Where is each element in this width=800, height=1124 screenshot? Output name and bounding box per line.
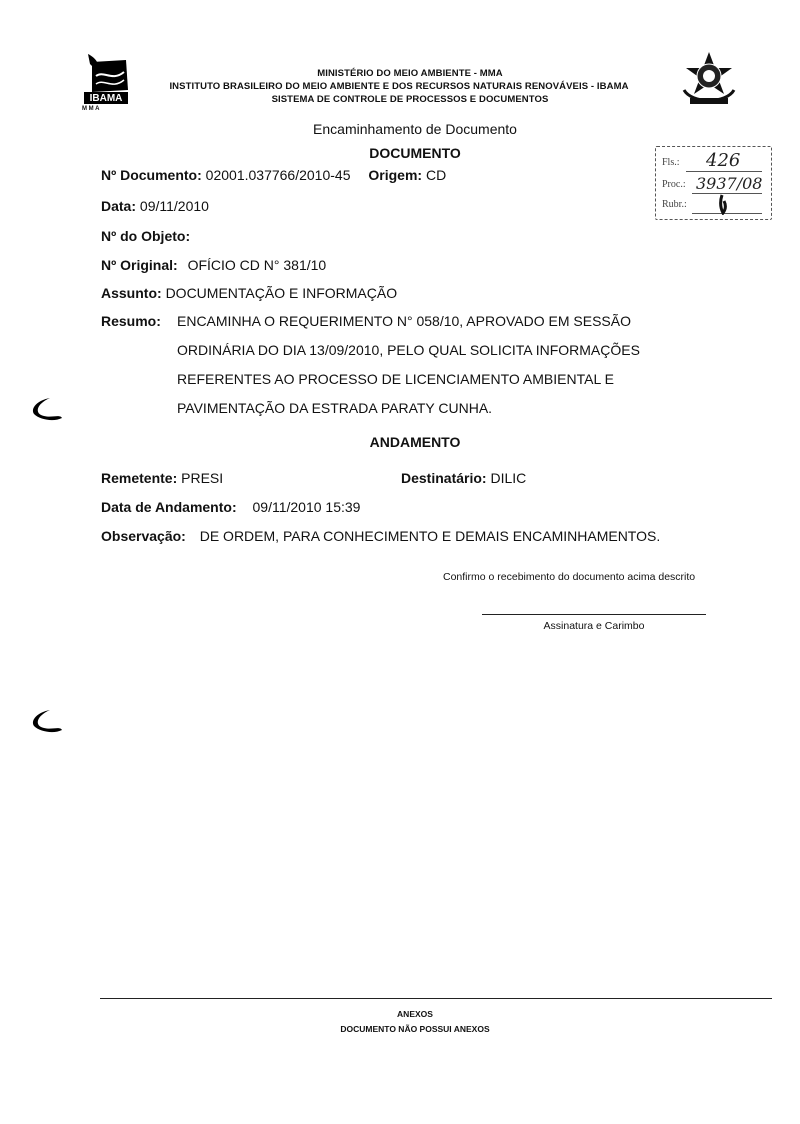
ibama-logo-subtext: M M A — [82, 106, 100, 112]
original-value: OFÍCIO CD N° 381/10 — [187, 257, 327, 273]
resumo-label-row — [101, 313, 161, 329]
observacao-value: DE ORDEM, PARA CONHECIMENTO E DEMAIS ENCAMINHAMENTOS. — [199, 528, 661, 544]
resumo-line: REFERENTES AO PROCESSO DE LICENCIAMENTO AMBIENTAL E — [177, 371, 614, 387]
resumo-line: ENCAMINHA O REQUERIMENTO N° 058/10, APROVADO EM SESSÃO — [177, 313, 631, 329]
header-instituto: INSTITUTO BRASILEIRO DO MEIO AMBIENTE E DOS RECURSOS NATURAIS RENOVÁVEIS - IBAMA — [169, 81, 629, 92]
destinatario-label: Destinatário: — [401, 470, 487, 486]
ibama-logo-text: IBAMA — [89, 93, 123, 104]
observacao-label: Observação: — [101, 528, 186, 544]
confirmacao-text: Confirmo o recebimento do documento acima descrito — [443, 571, 696, 583]
original-label: Nº Original: — [101, 257, 178, 273]
remetente-row — [101, 470, 223, 486]
stamp-rubrica-icon — [714, 193, 734, 215]
assunto-label: Assunto: — [101, 285, 162, 301]
stamp-proc-value: 3937/08 — [696, 174, 763, 193]
original-row — [101, 257, 326, 273]
stamp-fls-value: 426 — [706, 150, 741, 171]
origem-value: CD — [425, 167, 447, 183]
footer-divider — [100, 998, 772, 999]
header-ministerio: MINISTÉRIO DO MEIO AMBIENTE - MMA — [317, 68, 503, 79]
remetente-label: Remetente: — [101, 470, 178, 486]
data-andamento-label: Data de Andamento: — [101, 499, 237, 515]
destinatario-row — [401, 470, 526, 486]
data-row — [101, 198, 209, 214]
assinatura-label: Assinatura e Carimbo — [543, 620, 645, 632]
header-sistema: SISTEMA DE CONTROLE DE PROCESSOS E DOCUMENTOS — [271, 94, 549, 105]
objeto-row — [101, 228, 190, 244]
stamp-rubr-label: Rubr.: — [662, 199, 687, 210]
observacao-row — [101, 528, 660, 544]
data-value: 09/11/2010 — [139, 198, 209, 214]
anexos-text: DOCUMENTO NÃO POSSUI ANEXOS — [340, 1024, 490, 1034]
stamp-proc-label: Proc.: — [662, 179, 686, 190]
page-subtitle: Encaminhamento de Documento — [313, 121, 517, 137]
scan-mark-icon — [30, 708, 64, 734]
scan-mark-icon — [30, 396, 64, 422]
signature-line — [482, 614, 706, 615]
data-andamento-value: 09/11/2010 15:39 — [252, 499, 361, 515]
resumo-line: PAVIMENTAÇÃO DA ESTRADA PARATY CUNHA. — [177, 400, 493, 416]
data-label: Data: — [101, 198, 137, 214]
remetente-value: PRESI — [181, 470, 224, 486]
assunto-row — [101, 285, 397, 301]
andamento-heading: ANDAMENTO — [369, 434, 461, 450]
protocol-stamp — [655, 146, 772, 220]
resumo-label: Resumo: — [101, 313, 161, 329]
assunto-value: DOCUMENTAÇÃO E INFORMAÇÃO — [165, 285, 398, 301]
numero-documento-value: 02001.037766/2010-45 — [205, 167, 351, 183]
origem-label: Origem: — [368, 167, 423, 183]
data-andamento-row — [101, 499, 360, 515]
documento-heading: DOCUMENTO — [369, 145, 461, 161]
numero-documento-label: Nº Documento: — [101, 167, 202, 183]
anexos-heading: ANEXOS — [397, 1009, 433, 1019]
objeto-label: Nº do Objeto: — [101, 228, 191, 244]
stamp-fls-label: Fls.: — [662, 157, 680, 168]
resumo-line: ORDINÁRIA DO DIA 13/09/2010, PELO QUAL SOLICITA INFORMAÇÕES — [177, 342, 640, 358]
numero-documento-row — [101, 167, 446, 183]
destinatario-value: DILIC — [490, 470, 527, 486]
